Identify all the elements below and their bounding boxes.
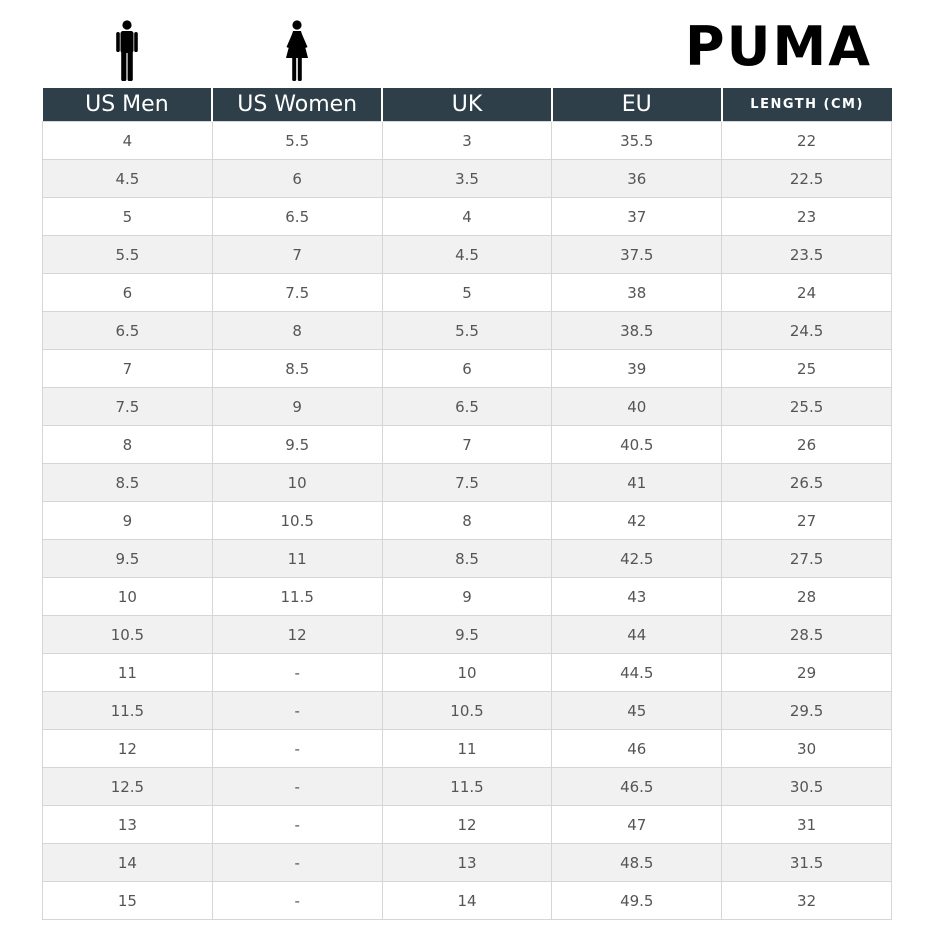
cell-us-men: 12	[43, 730, 213, 768]
cell-us-women: 9.5	[212, 426, 382, 464]
cell-length-cm: 29	[722, 654, 892, 692]
cell-length-cm: 31.5	[722, 844, 892, 882]
cell-length-cm: 32	[722, 882, 892, 920]
size-chart-table	[42, 88, 892, 920]
table-row	[43, 768, 892, 806]
table-row	[43, 388, 892, 426]
cell-us-men: 13	[43, 806, 213, 844]
table-row	[43, 654, 892, 692]
cell-eu: 43	[552, 578, 722, 616]
cell-eu: 49.5	[552, 882, 722, 920]
cell-length-cm: 24.5	[722, 312, 892, 350]
cell-length-cm: 26	[722, 426, 892, 464]
cell-us-men: 4.5	[43, 160, 213, 198]
cell-us-men: 5.5	[43, 236, 213, 274]
cell-uk: 7	[382, 426, 552, 464]
cell-length-cm: 24	[722, 274, 892, 312]
table-row	[43, 312, 892, 350]
cell-uk: 7.5	[382, 464, 552, 502]
table-row	[43, 122, 892, 160]
cell-eu: 37	[552, 198, 722, 236]
table-row	[43, 578, 892, 616]
cell-eu: 41	[552, 464, 722, 502]
cell-us-men: 15	[43, 882, 213, 920]
cell-us-women: 12	[212, 616, 382, 654]
header-row	[43, 88, 892, 122]
cell-eu: 44	[552, 616, 722, 654]
cell-us-men: 7.5	[43, 388, 213, 426]
cell-length-cm: 28	[722, 578, 892, 616]
cell-us-women: 8	[212, 312, 382, 350]
cell-length-cm: 23.5	[722, 236, 892, 274]
header-us-women: US Women	[212, 88, 382, 122]
cell-uk: 11	[382, 730, 552, 768]
cell-us-men: 14	[43, 844, 213, 882]
cell-us-women: -	[212, 806, 382, 844]
cell-eu: 42	[552, 502, 722, 540]
cell-us-men: 6.5	[43, 312, 213, 350]
woman-icon	[284, 20, 310, 82]
cell-eu: 48.5	[552, 844, 722, 882]
cell-length-cm: 22	[722, 122, 892, 160]
table-row	[43, 160, 892, 198]
table-row	[43, 882, 892, 920]
cell-uk: 10.5	[382, 692, 552, 730]
cell-us-women: 9	[212, 388, 382, 426]
table-row	[43, 426, 892, 464]
table-row	[43, 236, 892, 274]
table-row	[43, 464, 892, 502]
cell-length-cm: 30.5	[722, 768, 892, 806]
cell-us-men: 10	[43, 578, 213, 616]
cell-us-women: -	[212, 844, 382, 882]
cell-eu: 46	[552, 730, 722, 768]
cell-length-cm: 25.5	[722, 388, 892, 426]
cell-us-women: -	[212, 882, 382, 920]
table-body	[43, 122, 892, 920]
cell-us-men: 8.5	[43, 464, 213, 502]
cell-length-cm: 25	[722, 350, 892, 388]
table-row	[43, 350, 892, 388]
header-uk: UK	[382, 88, 552, 122]
cell-us-men: 9.5	[43, 540, 213, 578]
table-row	[43, 844, 892, 882]
table-row	[43, 274, 892, 312]
cell-us-women: -	[212, 730, 382, 768]
cell-us-men: 4	[43, 122, 213, 160]
table-row	[43, 692, 892, 730]
header-eu: EU	[552, 88, 722, 122]
cell-eu: 40	[552, 388, 722, 426]
cell-us-men: 11.5	[43, 692, 213, 730]
cell-uk: 4	[382, 198, 552, 236]
cell-us-men: 11	[43, 654, 213, 692]
cell-length-cm: 27	[722, 502, 892, 540]
cell-us-women: 7.5	[212, 274, 382, 312]
cell-uk: 9	[382, 578, 552, 616]
cell-us-women: -	[212, 692, 382, 730]
cell-us-men: 6	[43, 274, 213, 312]
cell-us-men: 5	[43, 198, 213, 236]
cell-length-cm: 28.5	[722, 616, 892, 654]
table-row	[43, 198, 892, 236]
cell-uk: 11.5	[382, 768, 552, 806]
cell-uk: 13	[382, 844, 552, 882]
brand-logo: PUMA	[685, 15, 872, 78]
cell-eu: 47	[552, 806, 722, 844]
cell-us-women: 11	[212, 540, 382, 578]
cell-uk: 14	[382, 882, 552, 920]
cell-us-women: 6	[212, 160, 382, 198]
cell-us-women: -	[212, 768, 382, 806]
cell-us-women: 10.5	[212, 502, 382, 540]
header-us-men: US Men	[43, 88, 213, 122]
cell-uk: 3.5	[382, 160, 552, 198]
cell-us-women: 6.5	[212, 198, 382, 236]
cell-eu: 37.5	[552, 236, 722, 274]
cell-length-cm: 29.5	[722, 692, 892, 730]
table-row	[43, 616, 892, 654]
cell-uk: 4.5	[382, 236, 552, 274]
cell-length-cm: 22.5	[722, 160, 892, 198]
cell-eu: 36	[552, 160, 722, 198]
cell-length-cm: 23	[722, 198, 892, 236]
table-row	[43, 540, 892, 578]
cell-us-women: 8.5	[212, 350, 382, 388]
cell-uk: 8.5	[382, 540, 552, 578]
cell-eu: 38	[552, 274, 722, 312]
cell-us-men: 12.5	[43, 768, 213, 806]
table-row	[43, 502, 892, 540]
cell-uk: 5	[382, 274, 552, 312]
cell-length-cm: 27.5	[722, 540, 892, 578]
cell-eu: 44.5	[552, 654, 722, 692]
cell-length-cm: 31	[722, 806, 892, 844]
cell-uk: 9.5	[382, 616, 552, 654]
cell-eu: 46.5	[552, 768, 722, 806]
cell-us-women: 11.5	[212, 578, 382, 616]
cell-us-women: 7	[212, 236, 382, 274]
cell-uk: 5.5	[382, 312, 552, 350]
cell-eu: 40.5	[552, 426, 722, 464]
cell-us-men: 7	[43, 350, 213, 388]
header-length-cm: LENGTH (CM)	[722, 88, 892, 122]
cell-us-women: 5.5	[212, 122, 382, 160]
cell-eu: 35.5	[552, 122, 722, 160]
man-icon	[114, 20, 140, 82]
cell-us-men: 8	[43, 426, 213, 464]
cell-uk: 6.5	[382, 388, 552, 426]
cell-eu: 38.5	[552, 312, 722, 350]
cell-us-women: 10	[212, 464, 382, 502]
cell-uk: 6	[382, 350, 552, 388]
cell-uk: 8	[382, 502, 552, 540]
cell-us-women: -	[212, 654, 382, 692]
cell-us-men: 9	[43, 502, 213, 540]
cell-length-cm: 26.5	[722, 464, 892, 502]
cell-uk: 10	[382, 654, 552, 692]
cell-eu: 45	[552, 692, 722, 730]
cell-uk: 3	[382, 122, 552, 160]
cell-us-men: 10.5	[43, 616, 213, 654]
table-row	[43, 730, 892, 768]
cell-eu: 39	[552, 350, 722, 388]
cell-uk: 12	[382, 806, 552, 844]
cell-eu: 42.5	[552, 540, 722, 578]
table-row	[43, 806, 892, 844]
cell-length-cm: 30	[722, 730, 892, 768]
